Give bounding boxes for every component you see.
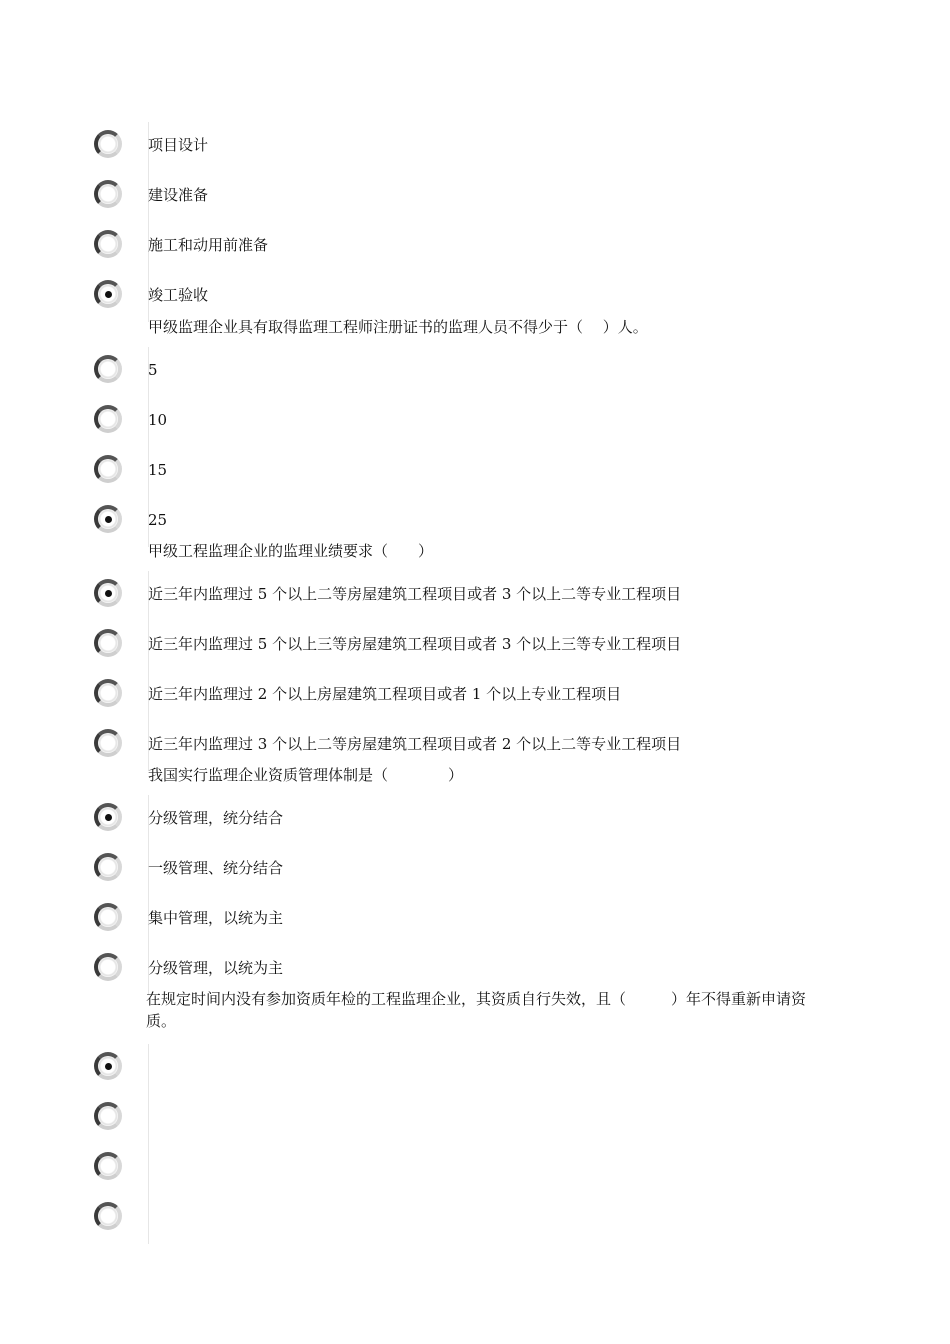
radio-button[interactable] — [94, 455, 122, 483]
question-text: 我国实行监理企业资质管理体制是（ ） — [148, 766, 464, 784]
option-label: 建设准备 — [148, 186, 209, 204]
option-2-1[interactable] — [90, 621, 850, 671]
option-label: 25 — [148, 511, 168, 529]
option-4-0[interactable] — [90, 1044, 850, 1094]
radio-button[interactable] — [94, 1152, 122, 1180]
option-label: 施工和动用前准备 — [148, 236, 269, 254]
radio-button[interactable] — [94, 953, 122, 981]
option-2-0[interactable] — [90, 571, 850, 621]
option-label: 15 — [148, 461, 168, 479]
option-0-3[interactable] — [90, 272, 850, 322]
option-3-1[interactable] — [90, 845, 850, 895]
radio-button[interactable] — [94, 853, 122, 881]
option-label: 一级管理、统分结合 — [148, 859, 284, 877]
option-1-2[interactable] — [90, 447, 850, 497]
radio-button[interactable] — [94, 903, 122, 931]
radio-button-selected[interactable] — [94, 579, 122, 607]
divider — [148, 1094, 149, 1144]
option-label: 近三年内监理过 3 个以上二等房屋建筑工程项目或者 2 个以上二等专业工程项目 — [148, 735, 682, 753]
option-1-0[interactable] — [90, 347, 850, 397]
option-label: 项目设计 — [148, 136, 209, 154]
divider — [148, 1044, 149, 1094]
question-text: 甲级工程监理企业的监理业绩要求（ ） — [148, 542, 434, 560]
option-label: 近三年内监理过 5 个以上二等房屋建筑工程项目或者 3 个以上二等专业工程项目 — [148, 585, 682, 603]
option-label: 分级管理，统分结合 — [148, 809, 284, 827]
option-4-3[interactable] — [90, 1194, 850, 1244]
option-label: 5 — [148, 361, 158, 379]
radio-button[interactable] — [94, 629, 122, 657]
option-label: 集中管理，以统为主 — [148, 909, 284, 927]
radio-dot-icon — [105, 291, 112, 298]
option-label: 10 — [148, 411, 168, 429]
radio-button[interactable] — [94, 130, 122, 158]
question-text: 甲级监理企业具有取得监理工程师注册证书的监理人员不得少于（ ）人。 — [148, 318, 648, 336]
option-4-2[interactable] — [90, 1144, 850, 1194]
radio-button-selected[interactable] — [94, 505, 122, 533]
option-label: 近三年内监理过 2 个以上房屋建筑工程项目或者 1 个以上专业工程项目 — [148, 685, 622, 703]
radio-button-selected[interactable] — [94, 1052, 122, 1080]
radio-button[interactable] — [94, 729, 122, 757]
option-3-2[interactable] — [90, 895, 850, 945]
radio-button[interactable] — [94, 180, 122, 208]
option-1-1[interactable] — [90, 397, 850, 447]
radio-button-selected[interactable] — [94, 803, 122, 831]
question-text: 在规定时间内没有参加资质年检的工程监理企业，其资质自行失效，且（ ）年不得重新申请资质。 — [146, 990, 807, 1030]
divider — [148, 1194, 149, 1244]
radio-dot-icon — [105, 590, 112, 597]
option-label: 分级管理，以统为主 — [148, 959, 284, 977]
option-3-0[interactable] — [90, 795, 850, 845]
radio-dot-icon — [105, 814, 112, 821]
radio-button[interactable] — [94, 355, 122, 383]
radio-button[interactable] — [94, 405, 122, 433]
option-0-0[interactable] — [90, 122, 850, 172]
option-0-1[interactable] — [90, 172, 850, 222]
option-label: 近三年内监理过 5 个以上三等房屋建筑工程项目或者 3 个以上三等专业工程项目 — [148, 635, 682, 653]
option-4-1[interactable] — [90, 1094, 850, 1144]
radio-dot-icon — [105, 516, 112, 523]
radio-dot-icon — [105, 1063, 112, 1070]
radio-button[interactable] — [94, 1102, 122, 1130]
option-2-2[interactable] — [90, 671, 850, 721]
radio-button[interactable] — [94, 1202, 122, 1230]
divider — [148, 1144, 149, 1194]
option-0-2[interactable] — [90, 222, 850, 272]
radio-button[interactable] — [94, 679, 122, 707]
radio-button[interactable] — [94, 230, 122, 258]
option-label: 竣工验收 — [148, 286, 209, 304]
radio-button-selected[interactable] — [94, 280, 122, 308]
